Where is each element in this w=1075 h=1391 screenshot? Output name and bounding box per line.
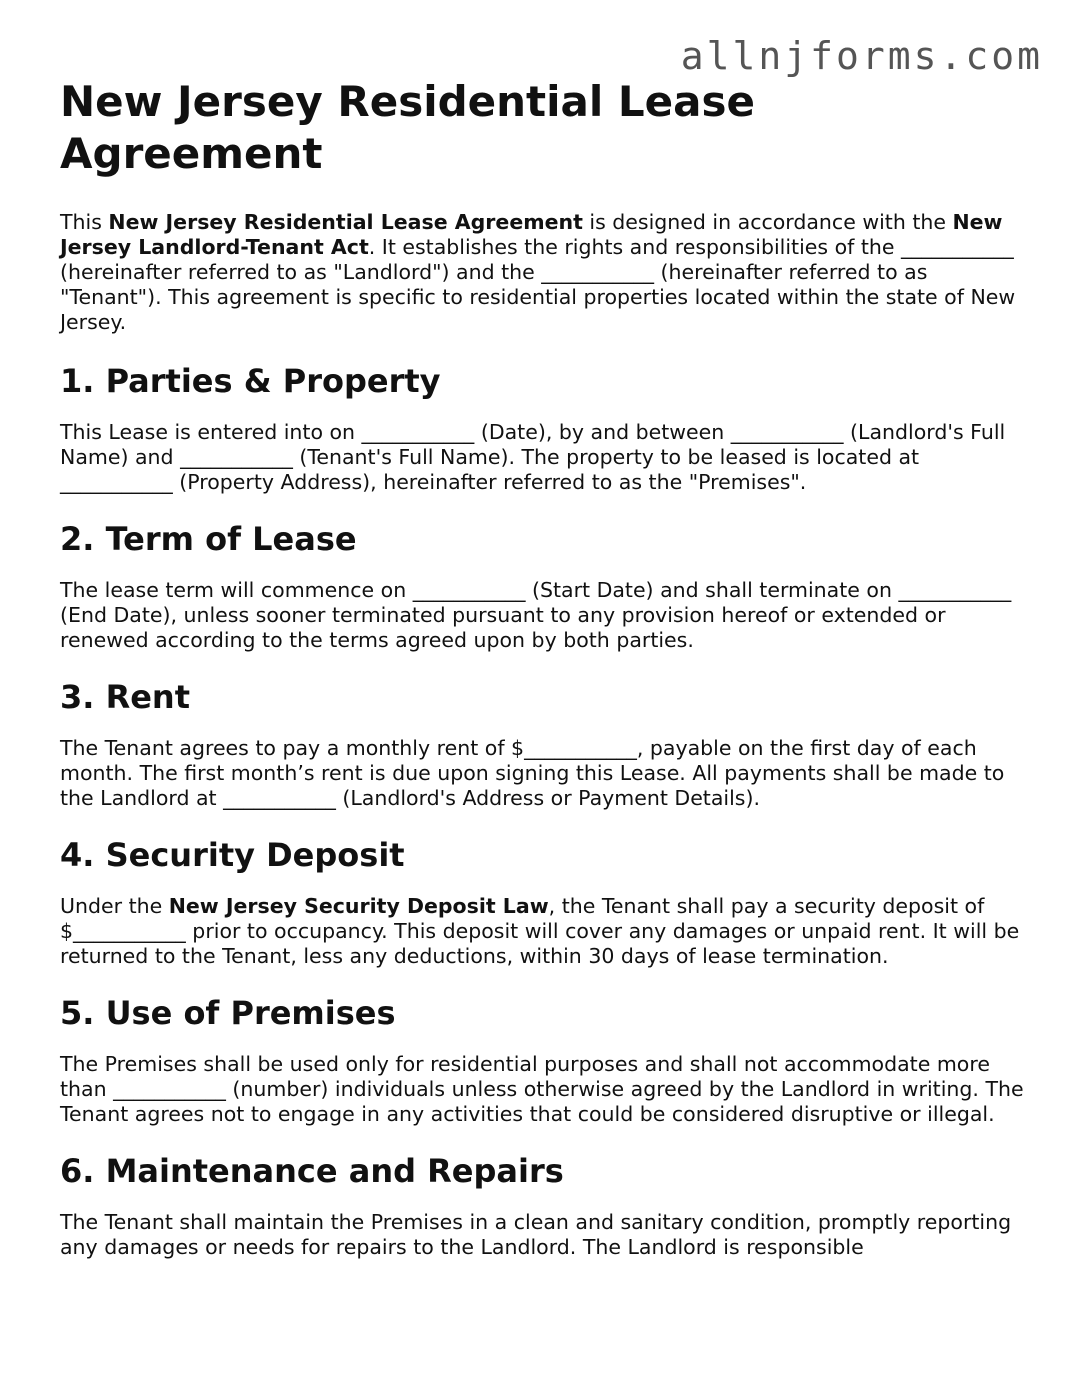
section-heading: 2. Term of Lease (60, 520, 357, 558)
section-heading: 1. Parties & Property (60, 362, 441, 400)
section-body: The lease term will commence on ___________ (Start Date) and shall terminate on ___________ (End Date), unless sooner terminated pursuant to any provision hereof or extended or renewed according to the terms agreed upon by both parties. (60, 578, 1012, 652)
intro-bold-1: New Jersey Residential Lease Agreement (108, 210, 583, 234)
section-bold-1: New Jersey Security Deposit Law (168, 894, 549, 918)
section-use-of-premises (60, 993, 1025, 1127)
section-body: The Tenant shall maintain the Premises in a clean and sanitary condition, promptly reporting any damages or needs for repairs to the Landlord. The Landlord is responsible (60, 1210, 1012, 1259)
section-body: This Lease is entered into on ___________ (Date), by and between ___________ (Landlord's Full Name) and ___________ (Tenant's Full Name). The property to be leased is located at ___________ (Property Address), hereinafter referred to as the "Premises". (60, 420, 1006, 494)
section-body (60, 894, 1025, 969)
document-page (60, 76, 1025, 1260)
section-term-of-lease (60, 519, 1025, 653)
section-parties-property (60, 361, 1025, 495)
section-maintenance-repairs (60, 1151, 1025, 1260)
section-heading: 5. Use of Premises (60, 994, 396, 1032)
section-rent (60, 677, 1025, 811)
intro-bold-2: New Jersey Landlord-Tenant Act (60, 210, 1003, 259)
section-text-1: Under the (60, 894, 169, 918)
section-security-deposit (60, 835, 1025, 969)
document-title: New Jersey Residential Lease Agreement (60, 77, 755, 178)
intro-text-3: . It establishes the rights and responsibilities of the ___________ (hereinafter referred to as "Landlord") and the ___________ (hereinafter referred to as "Tenant"). This agreement is specific to residential properties located within the state of New Jersey. (60, 235, 1016, 334)
intro-text-1: This (60, 210, 109, 234)
section-heading: 6. Maintenance and Repairs (60, 1152, 564, 1190)
section-body: The Premises shall be used only for residential purposes and shall not accommodate more than ___________ (number) individuals unless otherwise agreed by the Landlord in writing. The Tenant agrees not to engage in any activities that could be considered disruptive or illegal. (60, 1052, 1024, 1126)
intro-text-2: is designed in accordance with the (582, 210, 953, 234)
section-heading: 4. Security Deposit (60, 836, 405, 874)
section-text-2: , the Tenant shall pay a security deposit of $___________ prior to occupancy. This deposit will cover any damages or unpaid rent. It will be returned to the Tenant, less any deductions, within 30 days of lease termination. (60, 894, 1020, 968)
section-heading: 3. Rent (60, 678, 190, 716)
section-body: The Tenant agrees to pay a monthly rent of $___________, payable on the first day of each month. The first month’s rent is due upon signing this Lease. All payments shall be made to the Landlord at ___________ (Landlord's Address or Payment Details). (60, 736, 1005, 810)
watermark: allnjforms.com (680, 34, 1043, 78)
intro-paragraph (60, 210, 1025, 335)
